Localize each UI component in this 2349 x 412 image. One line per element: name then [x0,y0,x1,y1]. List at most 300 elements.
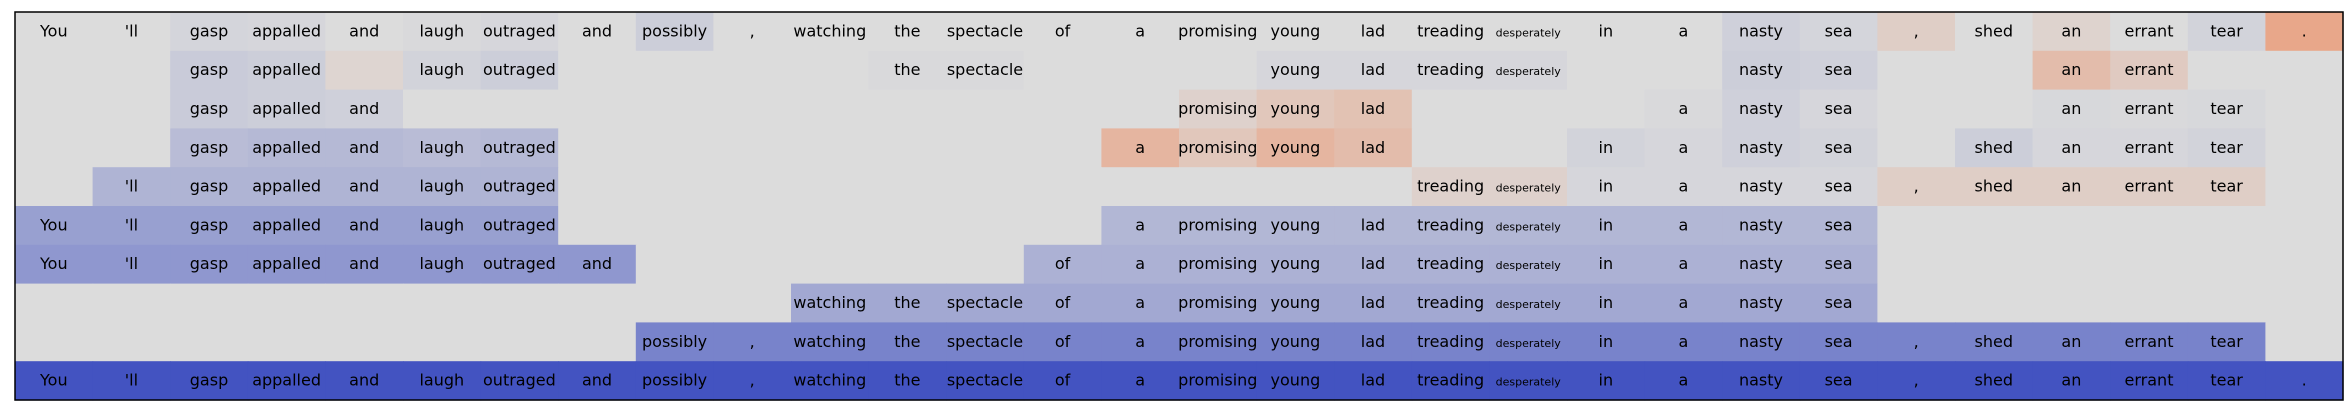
token-label: young [1270,370,1321,390]
token-label: errant [2124,21,2174,41]
token-label: appalled [252,21,322,41]
heatmap-cell [713,90,791,129]
token-label: of [1054,293,1071,312]
heatmap-cell [2188,245,2266,284]
heatmap-cell [1412,90,1490,129]
heatmap-cell [713,128,791,167]
heatmap-cell [1877,284,1955,323]
token-label: outraged [483,254,556,274]
token-label: errant [2124,99,2174,118]
heatmap-cell [1489,128,1567,167]
heatmap-cell [558,206,636,245]
token-label: gasp [189,254,229,274]
token-label: and [581,370,613,390]
token-label: treading [1417,293,1485,312]
token-label: a [1678,370,1689,390]
token-label: desperately [1495,26,1561,40]
heatmap-cell [2033,206,2111,245]
token-label: treading [1417,331,1485,351]
heatmap-cell [1024,128,1102,167]
heatmap-cell [2265,245,2343,284]
token-label: laugh [419,137,465,157]
token-label: an [2061,21,2082,41]
heatmap-cell [791,245,869,284]
token-label: appalled [252,99,322,118]
token-label: a [1135,21,1146,41]
token-label: nasty [1738,176,1784,196]
token-label: gasp [189,137,229,157]
token-label: nasty [1738,370,1784,390]
heatmap-cell [481,284,559,323]
heatmap-cell [558,128,636,167]
token-label: sea [1824,99,1853,118]
token-label: an [2061,137,2082,157]
token-label: , [1913,176,1919,196]
heatmap-cell [2188,284,2266,323]
heatmap-cell [15,167,93,206]
token-label: the [894,60,921,80]
token-label: a [1135,215,1146,235]
token-label: errant [2124,60,2174,80]
token-label: and [349,254,380,274]
token-label: and [349,370,380,390]
heatmap-cell [2188,206,2266,245]
token-label: lad [1360,215,1386,235]
token-label: in [1598,254,1614,274]
token-label: young [1270,215,1321,235]
heatmap-cell [2033,284,2111,323]
heatmap-cell [869,128,947,167]
token-label: gasp [189,215,229,235]
token-label: of [1054,254,1071,274]
token-label: in [1598,370,1614,390]
heatmap-cell [791,206,869,245]
token-label: outraged [483,60,556,80]
token-label: gasp [189,99,229,118]
heatmap-cell [2110,206,2188,245]
heatmap-cell [248,284,326,323]
token-label: watching [793,370,867,390]
token-label: a [1678,254,1689,274]
token-label: 'll [124,21,139,41]
token-label: and [581,21,613,41]
token-label: outraged [483,176,556,196]
token-label: a [1135,293,1146,312]
token-label: outraged [483,137,556,157]
heatmap-cell [946,167,1024,206]
token-label: sea [1824,254,1853,274]
token-label: appalled [252,137,322,157]
heatmap-cell [93,51,171,90]
heatmap-cell [403,90,481,129]
token-label: an [2061,176,2082,196]
token-label: watching [793,293,867,312]
token-label: a [1678,293,1689,312]
token-label: in [1598,176,1614,196]
token-label: 'll [124,254,139,274]
heatmap-cell [2265,90,2343,129]
token-label: gasp [189,21,229,41]
token-label: young [1270,99,1321,118]
token-label: You [40,254,68,274]
heatmap-cell [2188,51,2266,90]
heatmap-cell [1645,51,1723,90]
token-label: treading [1417,176,1485,196]
token-label: gasp [189,176,229,196]
heatmap-cell [403,284,481,323]
token-label: a [1678,21,1689,41]
token-label: 'll [124,176,139,196]
token-label: in [1598,137,1614,157]
token-label: treading [1417,60,1485,80]
token-label: lad [1360,370,1386,390]
token-label: , [1913,331,1919,351]
heatmap-cell [93,284,171,323]
heatmap-cell [1955,51,2033,90]
token-label: nasty [1738,21,1784,41]
token-label: desperately [1495,65,1561,79]
heatmap-cell [2265,167,2343,206]
token-label: nasty [1738,137,1784,157]
heatmap-cell [1877,128,1955,167]
token-label: appalled [252,60,322,80]
token-label: laugh [419,254,465,274]
token-label: desperately [1495,336,1561,350]
token-label: in [1598,215,1614,235]
heatmap-cell [1567,51,1645,90]
token-label: , [749,21,755,41]
token-label: 'll [124,215,139,235]
token-label: of [1054,370,1071,390]
token-label: promising [1178,215,1258,235]
heatmap-cell [1955,284,2033,323]
heatmap-cell [713,206,791,245]
heatmap-cell [1257,167,1335,206]
token-label: the [894,293,921,312]
heatmap-cell [248,322,326,361]
token-label: desperately [1495,375,1561,389]
token-label: tear [2210,370,2243,390]
token-label: lad [1360,137,1386,157]
heatmap-cell [636,245,714,284]
heatmap-cell [869,206,947,245]
token-label: sea [1824,370,1853,390]
token-label: a [1678,176,1689,196]
token-label: sea [1824,293,1853,312]
token-label: spectacle [946,60,1024,80]
token-label: spectacle [946,21,1024,41]
token-label: sea [1824,331,1853,351]
token-label: shed [1974,370,2014,390]
token-label: sea [1824,60,1853,80]
heatmap-cell [713,167,791,206]
token-label: possibly [642,21,708,41]
heatmap-cell [946,206,1024,245]
heatmap-cell [869,90,947,129]
token-label: the [894,21,921,41]
token-label: lad [1360,99,1386,118]
token-label: tear [2210,331,2243,351]
heatmap-cell [1334,167,1412,206]
token-label: nasty [1738,60,1784,80]
token-label: promising [1178,254,1258,274]
token-label: You [40,215,68,235]
heatmap-cell [1024,90,1102,129]
token-label: a [1135,137,1146,157]
token-label: in [1598,331,1614,351]
heatmap-cell [558,284,636,323]
token-label: the [894,370,921,390]
heatmap-cell [481,322,559,361]
token-label: a [1678,99,1689,118]
token-label: desperately [1495,259,1561,273]
token-label: outraged [483,21,556,41]
token-label: errant [2124,331,2174,351]
token-label: young [1270,21,1321,41]
token-label: shed [1974,176,2014,196]
heatmap-cell [791,51,869,90]
token-label: and [581,254,613,274]
token-label: appalled [252,370,322,390]
heatmap-cell [15,51,93,90]
heatmap-cell [636,167,714,206]
heatmap-cell [2110,245,2188,284]
heatmap-cell [1101,167,1179,206]
token-label: lad [1360,331,1386,351]
token-label: possibly [642,370,708,390]
token-label: desperately [1495,181,1561,195]
token-label: appalled [252,215,322,235]
token-label: , [1913,370,1919,390]
token-label: tear [2210,21,2243,41]
token-label: watching [793,331,867,351]
token-label: nasty [1738,293,1784,312]
token-label: sea [1824,215,1853,235]
token-label: in [1598,293,1614,312]
token-label: gasp [189,370,229,390]
heatmap-cell [1024,167,1102,206]
token-label: the [894,331,921,351]
heatmap-cell [1024,206,1102,245]
heatmap-cell [2265,51,2343,90]
token-label: an [2061,99,2082,118]
heatmap-cell [1412,128,1490,167]
token-label: laugh [419,21,465,41]
heatmap-cell [1955,245,2033,284]
token-label: young [1270,137,1321,157]
heatmap-cell [93,128,171,167]
token-label: nasty [1738,331,1784,351]
heatmap-cell [15,322,93,361]
heatmap-cell [1567,90,1645,129]
token-label: promising [1178,331,1258,351]
token-label: sea [1824,176,1853,196]
token-label: promising [1178,99,1258,118]
token-label: , [749,331,755,351]
token-label: treading [1417,215,1485,235]
token-label: and [349,137,380,157]
token-label: lad [1360,293,1386,312]
token-label: , [749,370,755,390]
heatmap-cell [15,284,93,323]
heatmap-cell [636,206,714,245]
token-label: a [1678,215,1689,235]
heatmap-cell [481,90,559,129]
heatmap-cell [946,245,1024,284]
heatmap-cell [1179,51,1257,90]
token-label: , [1913,21,1919,41]
heatmap-cell [791,128,869,167]
token-label: laugh [419,370,465,390]
heatmap-cell [2110,284,2188,323]
token-label: treading [1417,254,1485,274]
token-label: shed [1974,21,2014,41]
heatmap-cell [325,51,403,90]
token-label: errant [2124,370,2174,390]
heatmap-cell [93,322,171,361]
token-label: treading [1417,370,1485,390]
token-label: and [349,176,380,196]
heatmap-cell [946,128,1024,167]
heatmap-cell [1489,90,1567,129]
heatmap-cell [170,322,248,361]
heatmap-cell [1955,90,2033,129]
token-label: . [2301,21,2307,41]
token-label: outraged [483,215,556,235]
heatmap-cell [15,128,93,167]
token-label: an [2061,370,2082,390]
heatmap-cell [1024,51,1102,90]
heatmap-cell [325,284,403,323]
token-label: and [349,21,380,41]
token-label: spectacle [946,293,1024,312]
heatmap-cell [1955,206,2033,245]
heatmap-cell [869,245,947,284]
token-label: an [2061,331,2082,351]
token-label: laugh [419,176,465,196]
token-label: in [1598,21,1614,41]
heatmap-cell [2265,128,2343,167]
token-label: promising [1178,137,1258,157]
heatmap-cell [2265,206,2343,245]
heatmap-cell [791,90,869,129]
token-label: errant [2124,137,2174,157]
token-label: a [1135,370,1146,390]
token-label: promising [1178,21,1258,41]
heatmap-cell [558,322,636,361]
token-label: possibly [642,331,708,351]
token-label: and [349,99,380,118]
token-label: an [2061,60,2082,80]
heatmap-cell [713,245,791,284]
token-label: . [2301,370,2307,390]
token-label: young [1270,293,1321,312]
token-label: appalled [252,254,322,274]
token-label: lad [1360,60,1386,80]
heatmap-cell [636,128,714,167]
token-label: laugh [419,215,465,235]
heatmap-cell [15,90,93,129]
heatmap-cell [713,51,791,90]
token-label: sea [1824,137,1853,157]
heatmap-cell [791,167,869,206]
token-label: watching [793,21,867,41]
token-label: lad [1360,21,1386,41]
heatmap-cell [2033,245,2111,284]
token-label: gasp [189,60,229,80]
token-label: of [1054,331,1071,351]
heatmap-cell [558,167,636,206]
token-label: young [1270,254,1321,274]
heatmap-cell [1877,90,1955,129]
token-label: shed [1974,331,2014,351]
token-label: young [1270,60,1321,80]
token-label: laugh [419,60,465,80]
heatmap-cell [713,284,791,323]
token-label: errant [2124,176,2174,196]
token-label: a [1135,331,1146,351]
heatmap-cell [1877,51,1955,90]
token-label: spectacle [946,331,1024,351]
heatmap-cell [1101,90,1179,129]
token-label: nasty [1738,254,1784,274]
token-label: a [1678,137,1689,157]
token-label: desperately [1495,220,1561,234]
token-label: sea [1824,21,1853,41]
token-label: and [349,215,380,235]
heatmap-cell [93,90,171,129]
heatmap-cell [558,51,636,90]
heatmap-cell [636,284,714,323]
heatmap-cell [558,90,636,129]
token-label: lad [1360,254,1386,274]
heatmap-cell [1877,206,1955,245]
heatmap-cell [869,167,947,206]
token-label: 'll [124,370,139,390]
token-label: nasty [1738,99,1784,118]
token-label: outraged [483,370,556,390]
token-label: appalled [252,176,322,196]
heatmap-cell [636,90,714,129]
token-label: treading [1417,21,1485,41]
heatmap-cell [636,51,714,90]
token-label: tear [2210,137,2243,157]
token-label: nasty [1738,215,1784,235]
heatmap-cell [2265,284,2343,323]
heatmap-cell [325,322,403,361]
token-label: promising [1178,370,1258,390]
heatmap-cell [946,90,1024,129]
heatmap-cell [1179,167,1257,206]
token-label: tear [2210,99,2243,118]
token-label: tear [2210,176,2243,196]
heatmap-cell [403,322,481,361]
token-label: a [1678,331,1689,351]
token-label: of [1054,21,1071,41]
heatmap-cell [1877,245,1955,284]
heatmap-cell [2265,322,2343,361]
token-label: young [1270,331,1321,351]
heatmap-cell [1101,51,1179,90]
token-label: You [40,21,68,41]
token-label: You [40,370,68,390]
token-label: a [1135,254,1146,274]
token-label: spectacle [946,370,1024,390]
token-label: shed [1974,137,2014,157]
token-label: desperately [1495,298,1561,311]
token-label: promising [1178,293,1258,312]
heatmap-cell [170,284,248,323]
